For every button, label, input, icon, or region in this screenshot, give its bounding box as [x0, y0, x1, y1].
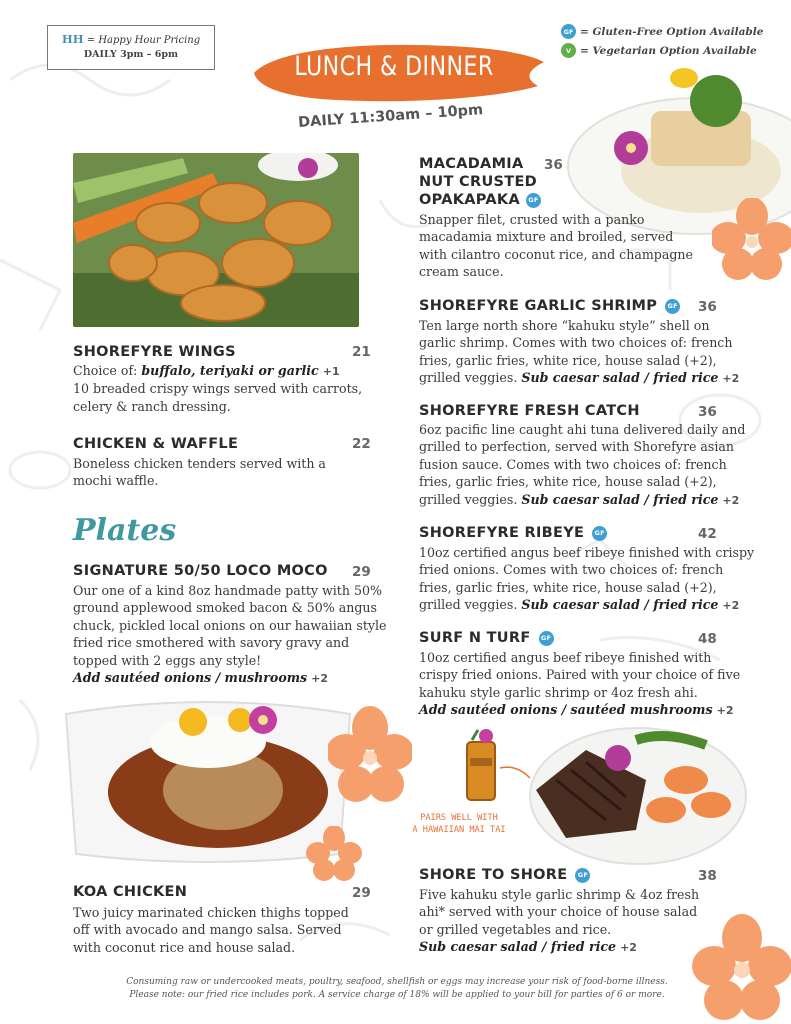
item-name-shore-to-shore: SHORE TO SHORE	[419, 867, 568, 883]
item-name-koa-chicken: KOA CHICKEN	[73, 884, 188, 900]
gf-legend	[561, 24, 763, 39]
shore-to-shore-desc-text: Five kahuku style garlic shrimp & 4oz fresh ahi* served with your choice of house salad or grilled vegetables and rice.	[419, 887, 700, 937]
item-price-loco-moco: 29	[352, 564, 371, 580]
hh-hours: DAILY 3pm – 6pm	[83, 49, 179, 60]
wings-choice-upcharge: +1	[322, 365, 340, 378]
item-price-wings: 21	[352, 344, 371, 360]
loco-moco-desc-text: Our one of a kind 8oz handmade patty with 50% ground applewood smoked bacon & 50% angus chuck, pickled local onions on our hawaiian style fried rice smothered with savory gravy and topped with 2 eggs any style!	[73, 583, 387, 668]
item-name-fresh-catch: SHOREFYRE FRESH CATCH	[419, 403, 640, 419]
fresh-catch-desc-text: 6oz pacific line caught ahi tuna delivered daily and grilled to perfection, served with Shorefyre asian fusion sauce. Comes with two choices of: french fries, garlic fries, white rice, house salad (+2), grilled veggies.	[419, 422, 746, 507]
wings-choice-options: buffalo, teriyaki or garlic	[141, 363, 319, 378]
loco-moco-addon: Add sautéed onions / mushrooms	[73, 670, 308, 686]
wings-desc-rest: 10 breaded crispy wings served with carrots, celery & ranch dressing.	[73, 381, 363, 414]
item-price-opakapaka: 36	[544, 157, 563, 173]
item-name-shore-to-shore-row	[419, 866, 594, 884]
item-price-shrimp: 36	[698, 299, 717, 315]
shore-to-shore-sub-upcharge: +2	[620, 941, 637, 955]
veg-legend	[561, 43, 757, 58]
item-name-wings: SHOREFYRE WINGS	[73, 344, 236, 360]
item-price-koa-chicken: 29	[352, 885, 371, 901]
item-desc-ribeye	[419, 544, 759, 615]
item-desc-chicken-waffle: Boneless chicken tenders served with a mochi waffle.	[73, 456, 326, 489]
item-price-surf-turf: 48	[698, 631, 717, 647]
item-desc-shrimp	[419, 317, 749, 388]
item-name-ribeye-row	[419, 524, 611, 542]
hh-text: = Happy Hour Pricing	[86, 35, 201, 46]
surf-turf-addon: Add sautéed onions / sautéed mushrooms	[419, 702, 713, 718]
wings-choice-prefix: Choice of:	[73, 363, 142, 378]
footer-disclaimer: Consuming raw or undercooked meats, poultry, seafood, shellfish or eggs may increase your risk of food-borne illness. Please note: our fried rice includes pork. A service charge of 18% will be applied to your bill for parties of 6 or more.	[126, 977, 668, 1000]
hibiscus-bottom-icon	[692, 914, 791, 1024]
fresh-catch-sub: Sub caesar salad / fried rice	[521, 491, 719, 507]
ribeye-sub: Sub caesar salad / fried rice	[521, 597, 719, 613]
pairs-line1: PAIRS WELL WITH	[420, 813, 498, 823]
item-desc-surf-turf	[419, 649, 744, 720]
item-desc-wings	[73, 362, 373, 415]
item-name-chicken-waffle: CHICKEN & WAFFLE	[73, 436, 239, 452]
shrimp-sub-upcharge: +2	[722, 372, 740, 386]
shore-to-shore-sub: Sub caesar salad / fried rice	[419, 939, 617, 955]
mai-tai-glass-icon	[462, 728, 502, 802]
veg-legend-text: = Vegetarian Option Available	[580, 44, 757, 57]
gf-badge-icon: GF	[592, 526, 607, 541]
pairs-well-note	[404, 812, 514, 836]
item-price-chicken-waffle: 22	[352, 436, 371, 452]
gf-legend-text: = Gluten-Free Option Available	[580, 25, 764, 38]
pairs-line2: A HAWAIIAN MAI TAI	[412, 825, 506, 835]
fresh-catch-sub-upcharge: +2	[722, 493, 740, 507]
item-price-shore-to-shore: 38	[698, 868, 717, 884]
wings-photo	[73, 153, 359, 327]
item-name-shrimp-row	[419, 297, 684, 315]
item-desc-shore-to-shore	[419, 886, 704, 957]
happy-hour-legend	[47, 25, 215, 70]
gf-badge-icon: GF	[575, 868, 590, 883]
gf-badge-icon: GF	[526, 193, 541, 208]
item-name-opakapaka-l1: MACADAMIA	[419, 156, 524, 172]
item-name-surf-turf: SURF N TURF	[419, 630, 531, 646]
item-name-shrimp: SHOREFYRE GARLIC SHRIMP	[419, 298, 658, 314]
item-name-opakapaka-l3: OPAKAPAKA	[419, 192, 520, 208]
item-name-ribeye: SHOREFYRE RIBEYE	[419, 525, 585, 541]
item-desc-fresh-catch	[419, 421, 754, 509]
surf-turf-addon-upcharge: +2	[716, 704, 734, 718]
hibiscus-right-icon	[712, 198, 791, 282]
hh-code: HH	[61, 32, 84, 46]
surf-turf-desc-text: 10oz certified angus beef ribeye finished with crispy fried onions. Paired with your choice of five kahuku style garlic shrimp or 4oz fresh ahi.	[419, 650, 741, 700]
ribeye-desc-text: 10oz certified angus beef ribeye finished with crispy fried onions. Comes with two choices of: french fries, garlic fries, white rice, house salad (+2), grilled veggies.	[419, 545, 755, 613]
gf-badge-icon: GF	[539, 631, 554, 646]
hibiscus-icon	[328, 706, 412, 806]
ribeye-sub-upcharge: +2	[722, 599, 740, 613]
item-price-ribeye: 42	[698, 526, 717, 542]
shrimp-desc-text: Ten large north shore “kahuku style” shell on garlic shrimp. Comes with two choices of: french fries, garlic fries, white rice, house salad (+2), grilled veggies.	[419, 318, 733, 386]
item-desc-opakapaka: Snapper filet, crusted with a panko macadamia mixture and broiled, served with cilantro coconut rice, and champagne cream sauce.	[419, 212, 693, 280]
item-price-fresh-catch: 36	[698, 404, 717, 420]
item-name-opakapaka-row3	[419, 191, 545, 209]
hours-subtitle: DAILY 11:30am – 10pm	[297, 102, 484, 131]
item-desc-loco-moco	[73, 582, 391, 687]
shrimp-sub: Sub caesar salad / fried rice	[521, 370, 719, 386]
gf-badge-icon: GF	[665, 299, 680, 314]
hibiscus-small-icon	[306, 826, 362, 882]
gf-badge-icon: GF	[561, 24, 576, 39]
section-heading-plates: Plates	[73, 513, 177, 548]
item-desc-koa-chicken: Two juicy marinated chicken thighs topped off with avocado and mango salsa. Served with coconut rice and house salad.	[73, 905, 349, 955]
page-title: LUNCH & DINNER	[294, 51, 494, 82]
surf-turf-photo	[526, 720, 748, 866]
loco-moco-addon-upcharge: +2	[311, 672, 329, 686]
item-name-opakapaka-l2: NUT CRUSTED	[419, 174, 538, 190]
item-name-loco-moco: SIGNATURE 50/50 LOCO MOCO	[73, 563, 328, 579]
veg-badge-icon: V	[561, 43, 576, 58]
item-name-surf-turf-row	[419, 629, 558, 647]
